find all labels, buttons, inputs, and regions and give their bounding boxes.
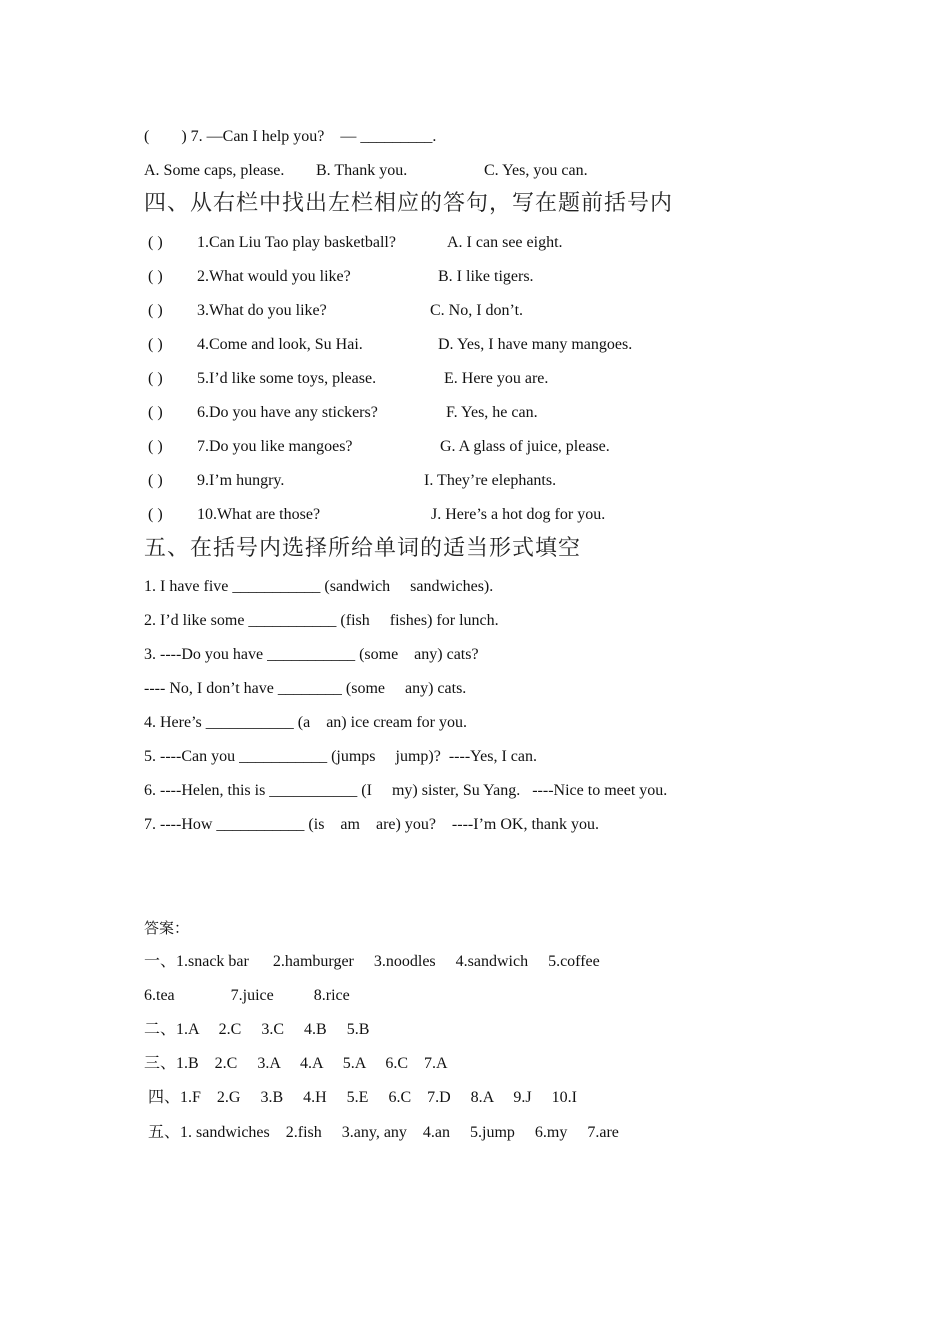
fill-in-item: 3. ----Do you have ___________ (some any) cats?	[144, 646, 479, 663]
answer-blank: ( )	[148, 404, 163, 421]
q7-stem: ( ) 7. —Can I help you? — _________.	[144, 128, 437, 145]
fill-in-item: 7. ----How ___________ (is am are) you? ----I’m OK, thank you.	[144, 816, 599, 833]
matching-answer: E. Here you are.	[444, 370, 549, 387]
section4-heading: 四、从右栏中找出左栏相应的答句，写在题前括号内	[144, 191, 674, 216]
fill-in-item: ---- No, I don’t have ________ (some any) cats.	[144, 680, 467, 697]
answer-line: 五、1. sandwiches 2.fish 3.any, any 4.an 5.jump 6.my 7.are	[144, 1124, 619, 1141]
matching-question: 10.What are those?	[197, 506, 321, 523]
matching-question: 5.I’d like some toys, please.	[197, 370, 377, 387]
matching-answer: B. I like tigers.	[438, 268, 534, 285]
q7-option-b: B. Thank you.	[316, 162, 408, 179]
matching-answer: F. Yes, he can.	[446, 404, 538, 421]
fill-in-item: 2. I’d like some ___________ (fish fishes) for lunch.	[144, 612, 499, 629]
fill-in-item: 5. ----Can you ___________ (jumps jump)? ----Yes, I can.	[144, 748, 537, 765]
answer-line: 二、1.A 2.C 3.C 4.B 5.B	[144, 1021, 370, 1038]
matching-answer: D. Yes, I have many mangoes.	[438, 336, 633, 353]
matching-answer: C. No, I don’t.	[430, 302, 524, 319]
matching-question: 2.What would you like?	[197, 268, 351, 285]
q7-option-a: A. Some caps, please.	[144, 162, 285, 179]
matching-question: 6.Do you have any stickers?	[197, 404, 378, 421]
matching-answer: I. They’re elephants.	[424, 472, 557, 489]
matching-answer: G. A glass of juice, please.	[440, 438, 610, 455]
fill-in-item: 1. I have five ___________ (sandwich sandwiches).	[144, 578, 494, 595]
answer-blank: ( )	[148, 268, 163, 285]
matching-answer: A. I can see eight.	[447, 234, 563, 251]
answer-line: 6.tea 7.juice 8.rice	[144, 987, 350, 1004]
answer-blank: ( )	[148, 336, 163, 353]
answer-blank: ( )	[148, 472, 163, 489]
answer-blank: ( )	[148, 302, 163, 319]
answers-title: 答案：	[144, 919, 190, 937]
matching-question: 3.What do you like?	[197, 302, 327, 319]
matching-question: 9.I’m hungry.	[197, 472, 285, 489]
answer-line: 三、1.B 2.C 3.A 4.A 5.A 6.C 7.A	[144, 1055, 448, 1072]
matching-answer: J. Here’s a hot dog for you.	[431, 506, 606, 523]
answer-line: 四、1.F 2.G 3.B 4.H 5.E 6.C 7.D 8.A 9.J 10.I	[144, 1089, 577, 1106]
answer-blank: ( )	[148, 506, 163, 523]
answer-blank: ( )	[148, 234, 163, 251]
q7-option-c: C. Yes, you can.	[484, 162, 588, 179]
answer-line: 一、1.snack bar 2.hamburger 3.noodles 4.sandwich 5.coffee	[144, 953, 600, 970]
answer-blank: ( )	[148, 438, 163, 455]
matching-question: 4.Come and look, Su Hai.	[197, 336, 363, 353]
section5-heading: 五、在括号内选择所给单词的适当形式填空	[144, 536, 582, 561]
matching-question: 1.Can Liu Tao play basketball?	[197, 234, 396, 251]
fill-in-item: 6. ----Helen, this is ___________ (I my) sister, Su Yang. ----Nice to meet you.	[144, 782, 668, 799]
answer-blank: ( )	[148, 370, 163, 387]
matching-question: 7.Do you like mangoes?	[197, 438, 353, 455]
fill-in-item: 4. Here’s ___________ (a an) ice cream for you.	[144, 714, 467, 731]
